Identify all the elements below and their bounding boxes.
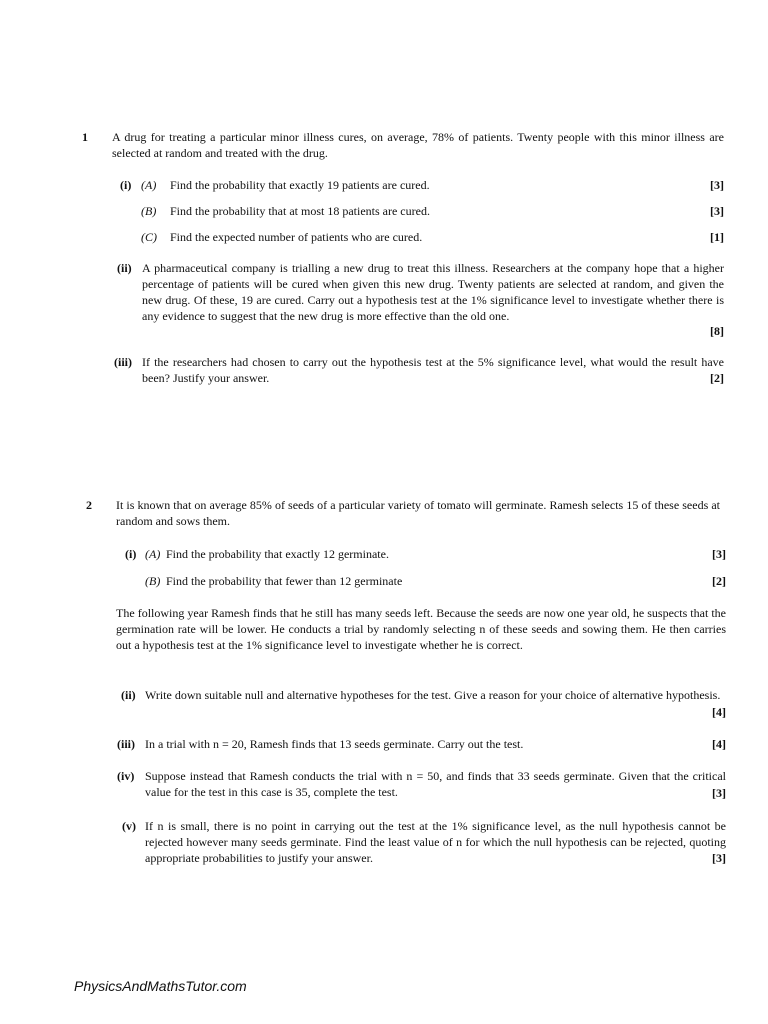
part-label: (iii) [114, 355, 132, 369]
question-number: 2 [86, 498, 92, 512]
subpart-label: (A) [145, 547, 161, 561]
part-text: Find the expected number of patients who are cured. [170, 230, 423, 244]
question-intro: A drug for treating a particular minor illness cures, on average, 78% of patients. Twenty people with this minor illness are selected at random and treated with the drug. [112, 130, 724, 160]
marks: [4] [712, 737, 726, 751]
marks: [3] [712, 851, 726, 865]
marks: [3] [712, 786, 726, 800]
part-label: (ii) [121, 688, 136, 702]
footer-site-name: PhysicsAndMathsTutor.com [74, 978, 247, 994]
part-text: In a trial with n = 20, Ramesh finds that 13 seeds germinate. Carry out the test. [145, 737, 524, 751]
subpart-label: (B) [145, 574, 161, 588]
part-text: Find the probability that exactly 12 germinate. [166, 547, 389, 561]
part-text: Find the probability that at most 18 patients are cured. [170, 204, 430, 218]
part-text: A pharmaceutical company is trialling a new drug to treat this illness. Researchers at the company hope that a higher percentage of patients will be cured when given this new drug. Twenty patients are selected at random, and given the new drug. Of these, 19 are cured. Carry out a hypothesis test at the 1% significance level to investigate whether there is any evidence to suggest that the new drug is more effective than the old one. [142, 261, 724, 323]
part-text: Find the probability that fewer than 12 germinate [166, 574, 403, 588]
marks: [4] [712, 705, 726, 719]
part-label: (i) [120, 178, 132, 192]
marks: [3] [710, 178, 724, 192]
part-text: Find the probability that exactly 19 patients are cured. [170, 178, 430, 192]
question-paragraph: The following year Ramesh finds that he still has many seeds left. Because the seeds are now one year old, he suspects that the germination rate will be lower. He conducts a trial by randomly selecting n of these seeds and sowing them. He then carries out a hypothesis test at the 1% significance level to investigate whether he is correct. [116, 606, 726, 652]
part-label: (iii) [117, 737, 135, 751]
subpart-label: (B) [141, 204, 157, 218]
question-number: 1 [82, 130, 88, 144]
marks: [3] [712, 547, 726, 561]
part-text: If the researchers had chosen to carry out the hypothesis test at the 5% significance level, what would the result have been? Justify your answer. [142, 355, 724, 385]
part-label: (ii) [117, 261, 132, 275]
subpart-label: (A) [141, 178, 157, 192]
subpart-label: (C) [141, 230, 157, 244]
part-text: Suppose instead that Ramesh conducts the trial with n = 50, and finds that 33 seeds germinate. Given that the critical value for the test in this case is 35, complete the test. [145, 769, 726, 799]
part-text: If n is small, there is no point in carrying out the test at the 1% significance level, as the null hypothesis cannot be rejected however many seeds germinate. Find the least value of n for which the null hypothesis can be rejected, quoting appropriate probabilities to justify your answer. [145, 819, 726, 865]
marks: [3] [710, 204, 724, 218]
part-text: Write down suitable null and alternative hypotheses for the test. Give a reason for your choice of alternative hypothesis. [145, 688, 721, 702]
question-intro: It is known that on average 85% of seeds of a particular variety of tomato will germinate. Ramesh selects 15 of these seeds at random and sows them. [116, 498, 720, 528]
marks: [2] [710, 371, 724, 385]
part-label: (iv) [117, 769, 135, 783]
marks: [2] [712, 574, 726, 588]
marks: [8] [710, 324, 724, 338]
part-label: (v) [122, 819, 136, 833]
part-label: (i) [125, 547, 137, 561]
marks: [1] [710, 230, 724, 244]
